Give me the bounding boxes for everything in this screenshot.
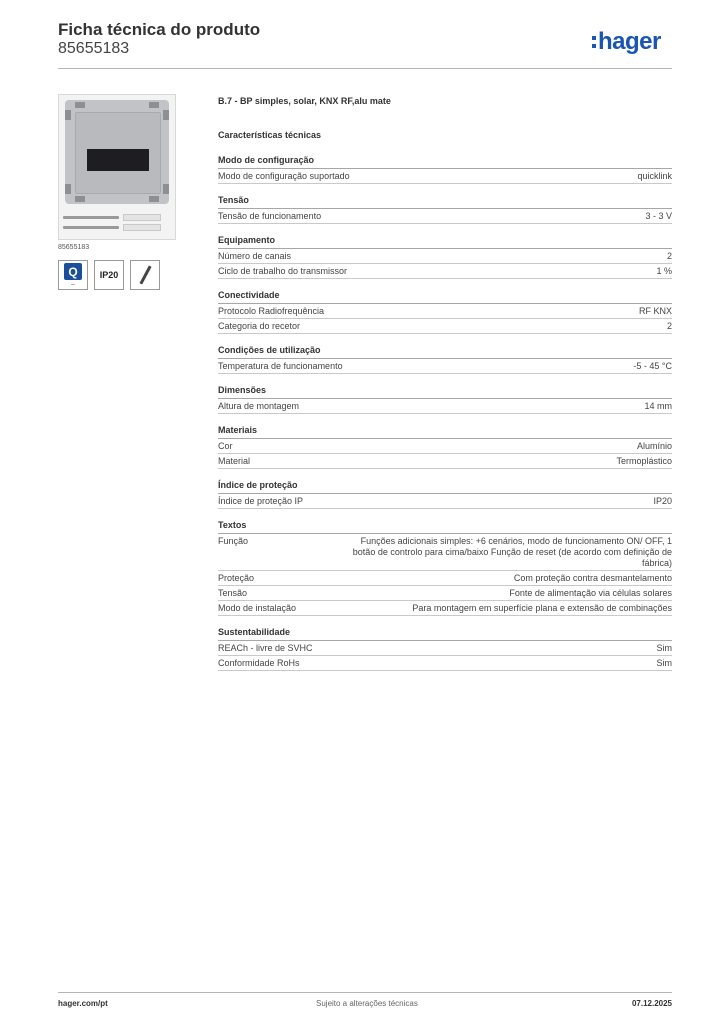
group-heading: Equipamento	[218, 232, 672, 249]
product-image	[58, 94, 176, 240]
spec-label: Proteção	[218, 573, 255, 583]
spec-row	[218, 399, 672, 414]
product-code: 85655183	[58, 40, 130, 57]
spec-row	[218, 319, 672, 334]
group-heading: Modo de configuração	[218, 152, 672, 169]
spec-row	[218, 494, 672, 509]
group-heading: Tensão	[218, 192, 672, 209]
screw	[63, 216, 119, 219]
quality-q-mark: Q	[64, 263, 82, 280]
wall-plug	[123, 214, 161, 221]
spec-value: -5 - 45 °C	[633, 361, 672, 371]
spec-label: Tensão	[218, 588, 248, 598]
rocker-surface	[75, 112, 161, 194]
spec-label: Protocolo Radiofrequência	[218, 306, 325, 316]
spec-value: 2	[666, 251, 672, 261]
logo-text: hager	[598, 28, 661, 55]
spec-row	[218, 571, 672, 586]
spec-label: Índice de proteção IP	[218, 496, 304, 506]
spec-row	[218, 534, 672, 571]
wall-plug	[123, 224, 161, 231]
group-heading: Materiais	[218, 422, 672, 439]
image-caption: 85655183	[58, 244, 90, 251]
spec-row	[218, 209, 672, 224]
group-heading: Dimensões	[218, 382, 672, 399]
ip-rating-badge: IP20	[94, 260, 124, 290]
spec-value: 2	[666, 321, 672, 331]
spec-value: Fonte de alimentação via células solares	[509, 588, 672, 598]
spec-row	[218, 264, 672, 279]
spec-label: Conformidade RoHs	[218, 658, 300, 668]
spec-value: RF KNX	[638, 306, 672, 316]
spec-label: Modo de configuração suportado	[218, 171, 350, 181]
header-divider	[58, 68, 672, 69]
spec-value: Termoplástico	[616, 456, 672, 466]
spec-label: Tensão de funcionamento	[218, 211, 322, 221]
spec-label: REACh - livre de SVHC	[218, 643, 313, 653]
footer-notice: Sujeito a alterações técnicas	[316, 999, 418, 1008]
spec-row	[218, 169, 672, 184]
spec-row	[218, 439, 672, 454]
spec-value: 3 - 3 V	[645, 211, 672, 221]
spec-row	[218, 601, 672, 616]
spec-row	[218, 454, 672, 469]
spec-label: Altura de montagem	[218, 401, 300, 411]
group-heading: Sustentabilidade	[218, 624, 672, 641]
spec-value: Sim	[656, 643, 672, 653]
footer-divider	[58, 992, 672, 993]
spec-value: 1 %	[656, 266, 672, 276]
spec-row	[218, 641, 672, 656]
group-heading: Condições de utilização	[218, 342, 672, 359]
spec-label: Ciclo de trabalho do transmissor	[218, 266, 348, 276]
pen-icon-stroke	[139, 265, 151, 284]
spec-row	[218, 249, 672, 264]
spec-label: Categoria do recetor	[218, 321, 301, 331]
page-title: Ficha técnica do produto	[58, 20, 261, 39]
spec-value: IP20	[653, 496, 672, 506]
group-heading: Conectividade	[218, 287, 672, 304]
footer-date: 07.12.2025	[631, 999, 672, 1008]
spec-row	[218, 304, 672, 319]
spec-row	[218, 586, 672, 601]
spec-table	[218, 152, 672, 671]
spec-label: Número de canais	[218, 251, 292, 261]
switch-plate	[65, 100, 169, 204]
solar-panel	[87, 149, 149, 171]
specs-title: Características técnicas	[218, 130, 322, 140]
quality-icon	[58, 260, 88, 290]
spec-label: Temperatura de funcionamento	[218, 361, 343, 371]
spec-value: Para montagem em superfície plana e extensão de combinações	[412, 603, 672, 613]
hager-logo[interactable]	[592, 28, 661, 56]
spec-row	[218, 359, 672, 374]
screw	[63, 226, 119, 229]
spec-value: Sim	[656, 658, 672, 668]
spec-label: Função	[218, 536, 249, 546]
certification-badges	[58, 260, 160, 290]
spec-value: 14 mm	[644, 401, 672, 411]
spec-label: Cor	[218, 441, 233, 451]
footer-website-link[interactable]: hager.com/pt	[58, 999, 108, 1008]
pen-icon	[130, 260, 160, 290]
product-name: B.7 - BP simples, solar, KNX RF,alu mate	[218, 96, 391, 106]
spec-value: Funções adicionais simples: +6 cenários, modo de funcionamento ON/ OFF, 1 botão de controlo para cima/baixo Função de reset (de acordo com definição de fábrica)	[352, 536, 672, 568]
spec-label: Material	[218, 456, 251, 466]
spec-row	[218, 656, 672, 671]
spec-value: Com proteção contra desmantelamento	[513, 573, 672, 583]
logo-colon-mark	[592, 36, 596, 48]
quality-label: —	[71, 281, 75, 286]
spec-value: quicklink	[637, 171, 672, 181]
group-heading: Índice de proteção	[218, 477, 672, 494]
group-heading: Textos	[218, 517, 672, 534]
spec-label: Modo de instalação	[218, 603, 297, 613]
spec-value: Alumínio	[636, 441, 672, 451]
